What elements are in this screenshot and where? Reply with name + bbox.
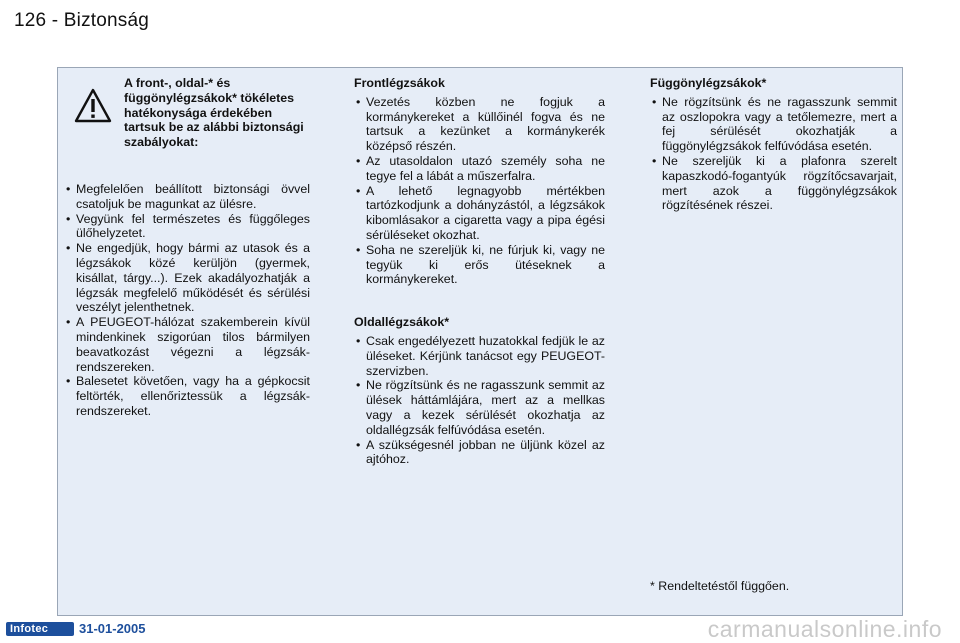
watermark: carmanualsonline.info — [707, 616, 942, 642]
curtain-airbags-list — [650, 95, 897, 213]
list-item: • Soha ne szereljük ki, ne fúrjuk ki, vagy ne tegyük ki erős ütéseknek a kormánykereket. — [354, 243, 605, 287]
list-item: • Az utasoldalon utazó személy soha ne tegye fel a lábát a műszerfalra. — [354, 154, 605, 184]
warning-box — [64, 76, 310, 168]
list-item: • A PEUGEOT-hálózat szakemberein kívül mindenkinek szigorúan tilos bármilyen beavatkozást végezni a légzsák-rendszereken. — [64, 315, 310, 374]
list-item: • Ne engedjük, hogy bármi az utasok és a légzsákok közé kerüljön (gyermek, kisállat, tárgy...). Ezek akadályozhatják a légzsák megfelelő működését és sérülési veszélyt jelenthetnek. — [64, 241, 310, 315]
side-airbags-heading: Oldallégzsákok* — [354, 315, 450, 330]
front-airbags-heading: Frontlégzsákok — [354, 76, 445, 90]
list-item: • Csak engedélyezett huzatokkal fedjük le az üléseket. Kérjünk tanácsot egy PEUGEOT-szervizben. — [354, 334, 605, 378]
rules-list — [64, 182, 310, 419]
column-2 — [354, 76, 605, 467]
list-item: • Megfelelően beállított biztonsági övvel csatoljuk be magunkat az ülésre. — [64, 182, 310, 212]
list-item: • A szükségesnél jobban ne üljünk közel az ajtóhoz. — [354, 438, 605, 468]
list-item: • Ne rögzítsünk és ne ragasszunk semmit az oszlopokra vagy a tetőlemezre, mert a fej sérülését okozhatják a függönylégzsákok felfúvódása esetén. — [650, 95, 897, 154]
list-item: • Vezetés közben ne fogjuk a kormánykereket a küllőinél fogva és ne tartsuk a kezünket a kormánykerék középső részén. — [354, 95, 605, 154]
footnote: * Rendeltetéstől függően. — [650, 579, 790, 593]
warning-text: A front-, oldal-* és függönylégzsákok* tökéletes hatékonysága érdekében tartsuk be az alábbi biztonsági szabályokat: — [124, 76, 304, 150]
page-title: 126 - Biztonság — [14, 10, 150, 31]
front-airbags-list — [354, 95, 605, 287]
print-date: 31-01-2005 — [79, 621, 146, 636]
curtain-airbags-heading: Függönylégzsákok* — [650, 76, 767, 90]
warning-triangle-icon — [74, 88, 112, 124]
column-1 — [64, 76, 310, 419]
side-airbags-list — [354, 334, 605, 467]
list-item: • Ne szereljük ki a plafonra szerelt kapaszkodó-fogantyúk rögzítőcsavarjait, mert azok a függönylégzsákok rögzítésének részei. — [650, 154, 897, 213]
list-item: • Ne rögzítsünk és ne ragasszunk semmit az ülések háttámlájára, mert az a mellkas vagy a kezek sérülését okozhatja az oldallégzsák felfúvódása esetén. — [354, 378, 605, 437]
list-item: • A lehető legnagyobb mértékben tartózkodjunk a dohányzástól, a légzsákok kibomlásakor a cigaretta vagy a pipa égési sérüléseket okozhat. — [354, 184, 605, 243]
list-item: • Balesetet követően, vagy ha a gépkocsit feltörték, ellenőriztessük a légzsák-rendszereket. — [64, 374, 310, 418]
column-3 — [650, 76, 897, 213]
list-item: • Vegyünk fel természetes és függőleges ülőhelyzetet. — [64, 212, 310, 242]
safety-panel — [57, 67, 903, 616]
infotec-logo: Infotec — [6, 622, 74, 636]
page-footer — [0, 616, 960, 642]
